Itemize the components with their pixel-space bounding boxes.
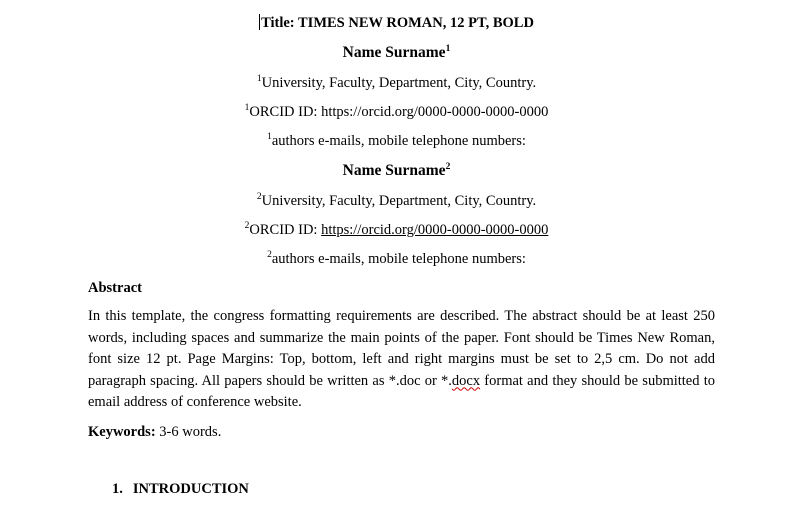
author-2-name: Name Surname$^2$: [342, 162, 451, 179]
section-number: 1.: [112, 481, 123, 497]
author-1-orcid: $^1$ORCID ID: https://orcid.org/0000-0000-0000-0000: [244, 103, 549, 120]
keywords-line: [88, 423, 221, 441]
author-1-name: Name Surname$^1$: [342, 44, 451, 61]
abstract-line: font size 12 pt. Page Margins: Top, bottom, left and right margins must be set to 2,5 cm. Do not add: [88, 351, 715, 367]
author-1-contact: $^1$authors e-mails, mobile telephone numbers:: [267, 132, 526, 149]
spelling-error-mark[interactable]: docx: [451, 372, 481, 389]
abstract-body: [88, 306, 715, 414]
author-1-affiliation: $^1$University, Faculty, Department, City, Country.: [256, 74, 537, 91]
section-title: INTRODUCTION: [132, 481, 249, 497]
abstract-line: In this template, the congress formatting requirements are described. The abstract should be at least 250: [88, 308, 715, 324]
abstract-heading: Abstract: [88, 280, 142, 296]
text-cursor: [259, 14, 260, 30]
author-2-orcid: $^2$ORCID ID: https://orcid.org/0000-0000-0000-0000: [244, 221, 549, 238]
keywords-label: Keywords:: [88, 424, 156, 440]
author-2-contact: $^2$authors e-mails, mobile telephone numbers:: [267, 250, 526, 267]
section-heading: [112, 480, 249, 498]
keywords-value: 3-6 words.: [155, 424, 222, 440]
author-2-affiliation: $^2$University, Faculty, Department, City, Country.: [256, 192, 537, 209]
abstract-line: paragraph spacing. All papers should be written as *.doc or *.docx format and they should be submitted to: [88, 372, 715, 389]
paper-title[interactable]: Title: TIMES NEW ROMAN, 12 PT, BOLD: [261, 15, 534, 31]
abstract-line: email address of conference website.: [88, 394, 302, 410]
author-1-orcid-link: https://orcid.org/0000-0000-0000-0000: [321, 104, 549, 120]
abstract-line: words, including spaces and summarize the main points of the paper. Font should be Times New Roman,: [88, 329, 715, 346]
author-2-orcid-link[interactable]: https://orcid.org/0000-0000-0000-0000: [321, 222, 549, 238]
